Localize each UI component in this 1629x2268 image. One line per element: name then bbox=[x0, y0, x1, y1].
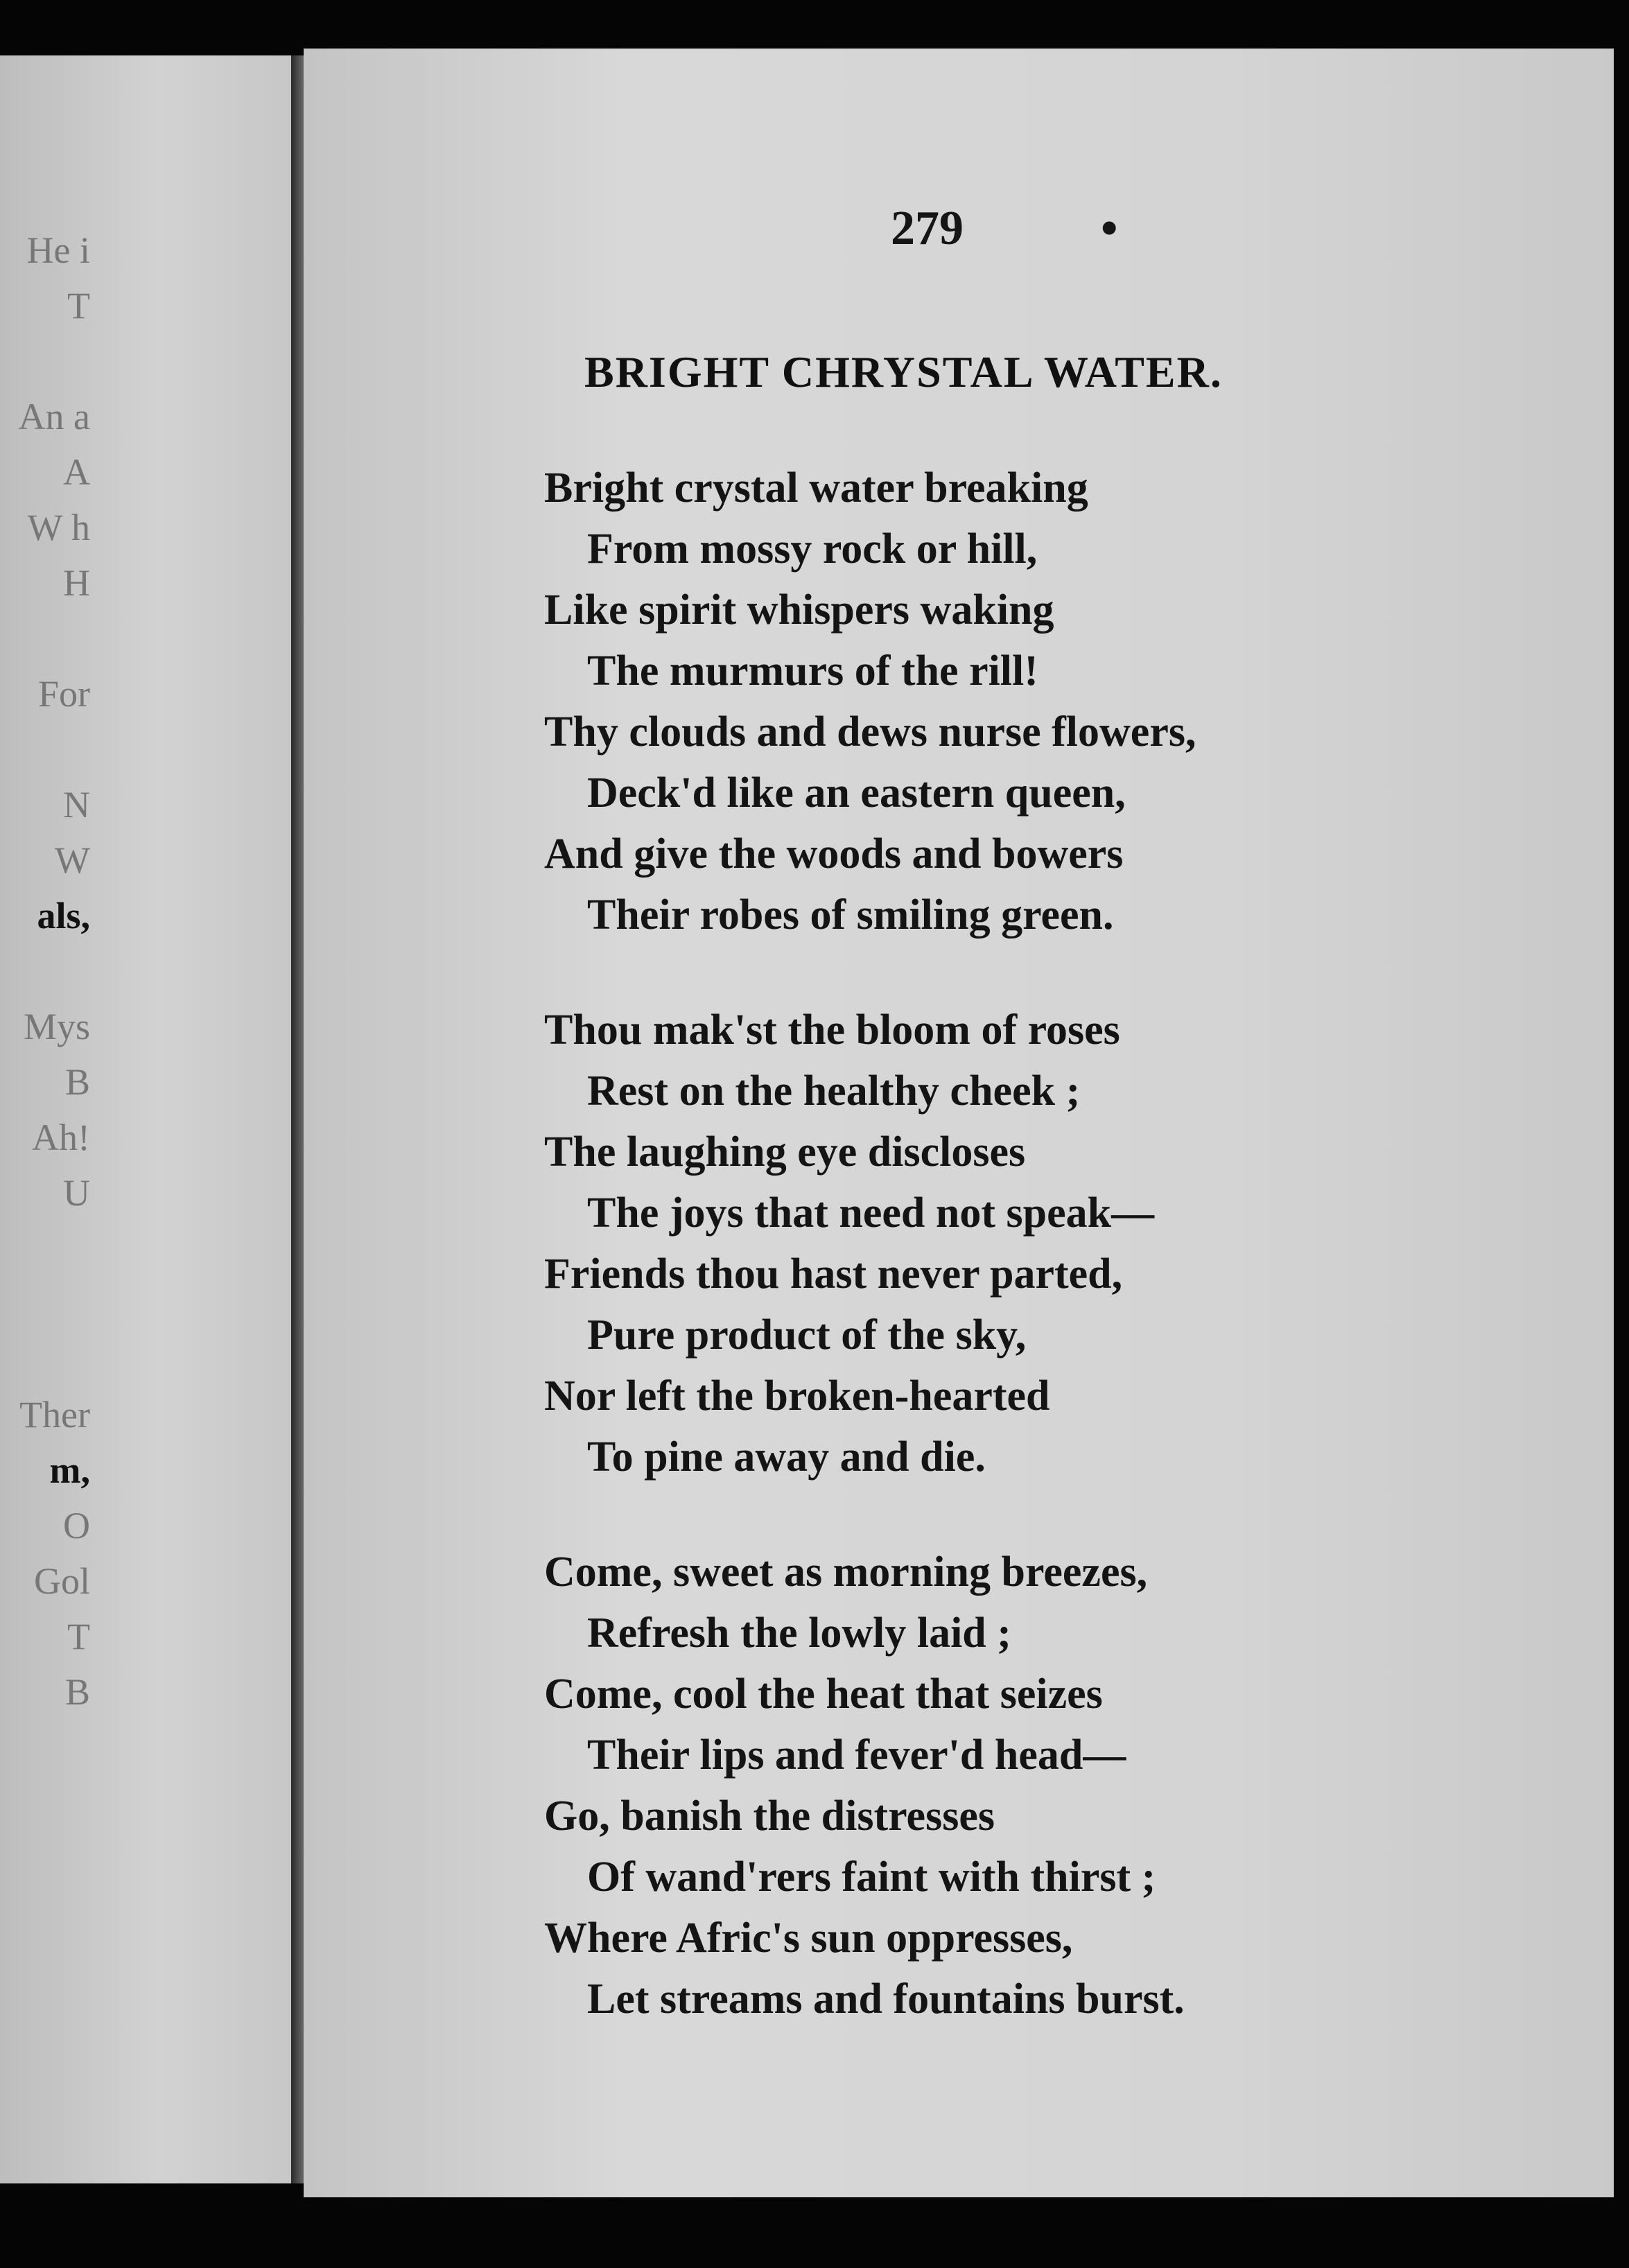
poem-line: Go, banish the distresses bbox=[544, 1792, 995, 1840]
poem-line: Bright crystal water breaking bbox=[544, 464, 1088, 512]
left-page-fragment: N bbox=[63, 784, 90, 826]
poem-line: From mossy rock or hill, bbox=[587, 525, 1038, 573]
poem-line: Their lips and fever'd head— bbox=[587, 1731, 1126, 1779]
poem-line: The joys that need not speak— bbox=[587, 1189, 1155, 1237]
left-page-fragment: He i bbox=[26, 229, 90, 271]
poem-line: Refresh the lowly laid ; bbox=[587, 1610, 1011, 1657]
poem-line: Friends thou hast never parted, bbox=[544, 1250, 1123, 1298]
poem-line: Come, cool the heat that seizes bbox=[544, 1671, 1103, 1718]
left-page-fragment: B bbox=[64, 1061, 90, 1103]
left-page-fragment: B bbox=[64, 1671, 90, 1713]
poem-line: Their robes of smiling green. bbox=[587, 891, 1114, 939]
poem-line: Rest on the healthy cheek ; bbox=[587, 1067, 1081, 1115]
poem-line: Of wand'rers faint with thirst ; bbox=[587, 1853, 1156, 1901]
poem-line: Pure product of the sky, bbox=[587, 1311, 1027, 1359]
poem-line: Thou mak'st the bloom of roses bbox=[544, 1006, 1120, 1054]
left-page-fragment: als, bbox=[37, 895, 90, 936]
poem-line: Come, sweet as morning breezes, bbox=[544, 1549, 1148, 1596]
poem-line: To pine away and die. bbox=[587, 1433, 986, 1481]
poem-line: Nor left the broken-hearted bbox=[544, 1372, 1050, 1420]
poem-line: Deck'd like an eastern queen, bbox=[587, 769, 1126, 817]
poem-line: Let streams and fountains burst. bbox=[587, 1975, 1185, 2023]
left-page-fragment: T bbox=[67, 285, 90, 326]
left-page-fragment: m, bbox=[49, 1449, 90, 1491]
left-page-fragment: H bbox=[63, 562, 90, 604]
left-page-fragment: W h bbox=[27, 507, 90, 548]
poem-line: Thy clouds and dews nurse flowers, bbox=[544, 708, 1196, 756]
left-page-fragment: W bbox=[55, 839, 90, 881]
left-page-fragment: Mys bbox=[23, 1006, 90, 1047]
left-facing-page bbox=[0, 55, 291, 2183]
left-page-fragment: Ah! bbox=[32, 1117, 90, 1158]
left-page-fragment: Ther bbox=[19, 1394, 90, 1436]
book-gutter bbox=[291, 55, 304, 2183]
left-page-fragment: A bbox=[63, 451, 90, 493]
poem-body bbox=[544, 457, 1196, 2084]
poem-line: The laughing eye discloses bbox=[544, 1128, 1026, 1176]
poem-line: The murmurs of the rill! bbox=[587, 647, 1038, 695]
left-page-fragment: For bbox=[37, 673, 90, 715]
poem-line: And give the woods and bowers bbox=[544, 830, 1124, 878]
poem-line: Where Afric's sun oppresses, bbox=[544, 1914, 1073, 1962]
left-page-fragment: An a bbox=[18, 396, 90, 437]
left-page-fragment: U bbox=[63, 1172, 90, 1214]
left-page-fragment: Gol bbox=[34, 1560, 90, 1602]
stanza bbox=[544, 1000, 1196, 1488]
poem-title: BRIGHT CHRYSTAL WATER. bbox=[584, 347, 1223, 396]
page-marker: • bbox=[1101, 202, 1118, 255]
stanza bbox=[544, 1542, 1196, 2030]
page-number: 279 bbox=[891, 202, 964, 255]
poem-line: Like spirit whispers waking bbox=[544, 586, 1054, 634]
left-page-fragment: O bbox=[63, 1505, 90, 1546]
left-page-fragment: T bbox=[67, 1616, 90, 1657]
stanza bbox=[544, 457, 1196, 945]
